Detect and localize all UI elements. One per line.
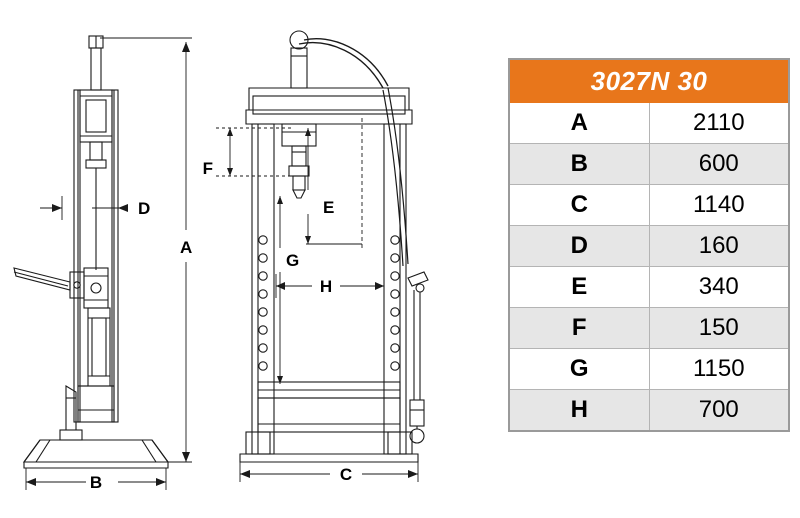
spec-row-label: G	[509, 349, 649, 390]
table-row	[509, 144, 789, 185]
table-row	[509, 308, 789, 349]
dimension-label-E: E	[323, 198, 335, 217]
dimension-label-G: G	[286, 251, 300, 270]
table-row	[509, 349, 789, 390]
spec-row-value: 700	[649, 390, 789, 432]
spec-row-label: B	[509, 144, 649, 185]
spec-row-value: 1140	[649, 185, 789, 226]
table-row	[509, 267, 789, 308]
front-elevation-geometry	[240, 31, 428, 462]
spec-row-value: 600	[649, 144, 789, 185]
dimension-label-F: F	[202, 159, 213, 178]
spec-row-label: C	[509, 185, 649, 226]
spec-row-label: D	[509, 226, 649, 267]
dimension-label-B: B	[89, 473, 103, 492]
spec-table-header-row	[509, 59, 789, 103]
spec-row-label: E	[509, 267, 649, 308]
specification-table	[508, 58, 790, 432]
spec-row-value: 150	[649, 308, 789, 349]
spec-row-value: 160	[649, 226, 789, 267]
dimension-label-C: C	[339, 465, 353, 484]
dimension-label-A: A	[180, 238, 193, 257]
spec-table-body	[509, 59, 789, 431]
spec-row-label: F	[509, 308, 649, 349]
table-row	[509, 103, 789, 144]
table-row	[509, 185, 789, 226]
dimension-label-H: H	[319, 277, 333, 296]
spec-row-value: 340	[649, 267, 789, 308]
side-elevation-geometry	[14, 36, 168, 468]
spec-row-label: A	[509, 103, 649, 144]
spec-row-value: 2110	[649, 103, 789, 144]
dimension-label-D: D	[138, 199, 151, 218]
table-row	[509, 226, 789, 267]
spec-row-value: 1150	[649, 349, 789, 390]
table-row	[509, 390, 789, 432]
spec-table-title: 3027N 30	[509, 59, 789, 103]
front-view-dimensions	[216, 118, 418, 482]
spec-row-label: H	[509, 390, 649, 432]
